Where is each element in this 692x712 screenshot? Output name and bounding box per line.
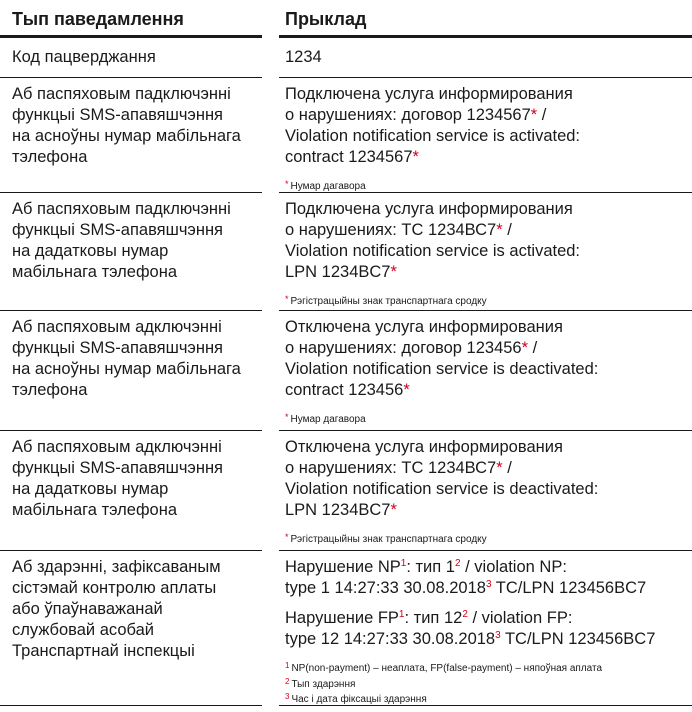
footnote: * Рэгістрацыйны знак транспартнага сродку <box>285 294 487 307</box>
example-cell-connect-main: Подключена услуга информирования о нарушениях: договор 1234567* / Violation notification service is activated: contract 1234567* * Нумар дагавора <box>279 78 692 193</box>
column-message-type <box>0 0 262 660</box>
type-cell-incident: Аб здарэнні, зафіксаваным сістэмай контролю аплаты або ўпаўнаважанай службовай асобай Транспартнай інспекцыі <box>0 551 262 706</box>
type-cell-confirmation-code: Код пацверджання <box>0 38 262 78</box>
example-cell-connect-extra: Подключена услуга информирования о нарушениях: ТС 1234ВС7* / Violation notification service is activated: LPN 1234BC7* * Рэгістрацыйны знак транспартнага сродку <box>279 193 692 311</box>
type-cell-disconnect-main: Аб паспяховым адключэнні функцыі SMS-апавяшчэння на асноўны нумар мабільнага тэлефона <box>0 311 262 431</box>
footnote: * Нумар дагавора <box>285 412 366 425</box>
type-cell-disconnect-extra: Аб паспяховым адключэнні функцыі SMS-апавяшчэння на дадатковы нумар мабільнага тэлефона <box>0 431 262 551</box>
example-cell-incident <box>279 551 692 706</box>
footnotes: $^1$ NP(non-payment) – неаплата, FP(false-payment) – няпоўная аплата $^2$ Тып здарэння $^3$ Час і дата фіксацыі здарэння <box>285 661 603 705</box>
header-example: Прыклад <box>279 0 692 38</box>
example-cell-disconnect-extra: Отключена услуга информирования о нарушениях: ТС 1234ВС7* / Violation notification service is deactivated: LPN 1234BC7* * Рэгістрацыйны знак транспартнага сродку <box>279 431 692 551</box>
type-cell-connect-extra: Аб паспяховым падключэнні функцыі SMS-апавяшчэння на дадатковы нумар мабільнага тэлефона <box>0 193 262 311</box>
example-fp: Нарушение $FP^1$: тип $12^2$ / violation FP: type 12 14:27:33 30.08.2018$^3$ TC/LPN 123456BC7 <box>285 609 656 648</box>
example-np: Нарушение $NP^1$: тип $1^2$ / violation NP: type 1 14:27:33 30.08.2018$^3$ TC/LPN 123456BC7 <box>285 558 647 597</box>
example-cell-confirmation-code: 1234 <box>279 38 692 78</box>
column-example <box>279 0 692 705</box>
footnote: * Рэгістрацыйны знак транспартнага сродку <box>285 532 487 545</box>
example-cell-disconnect-main: Отключена услуга информирования о нарушениях: договор 123456* / Violation notification service is deactivated: contract 123456* * Нумар дагавора <box>279 311 692 431</box>
header-message-type: Тып паведамлення <box>0 0 262 38</box>
type-cell-connect-main: Аб паспяховым падключэнні функцыі SMS-апавяшчэння на асноўны нумар мабільнага тэлефона <box>0 78 262 193</box>
footnote: * Нумар дагавора <box>285 179 366 192</box>
